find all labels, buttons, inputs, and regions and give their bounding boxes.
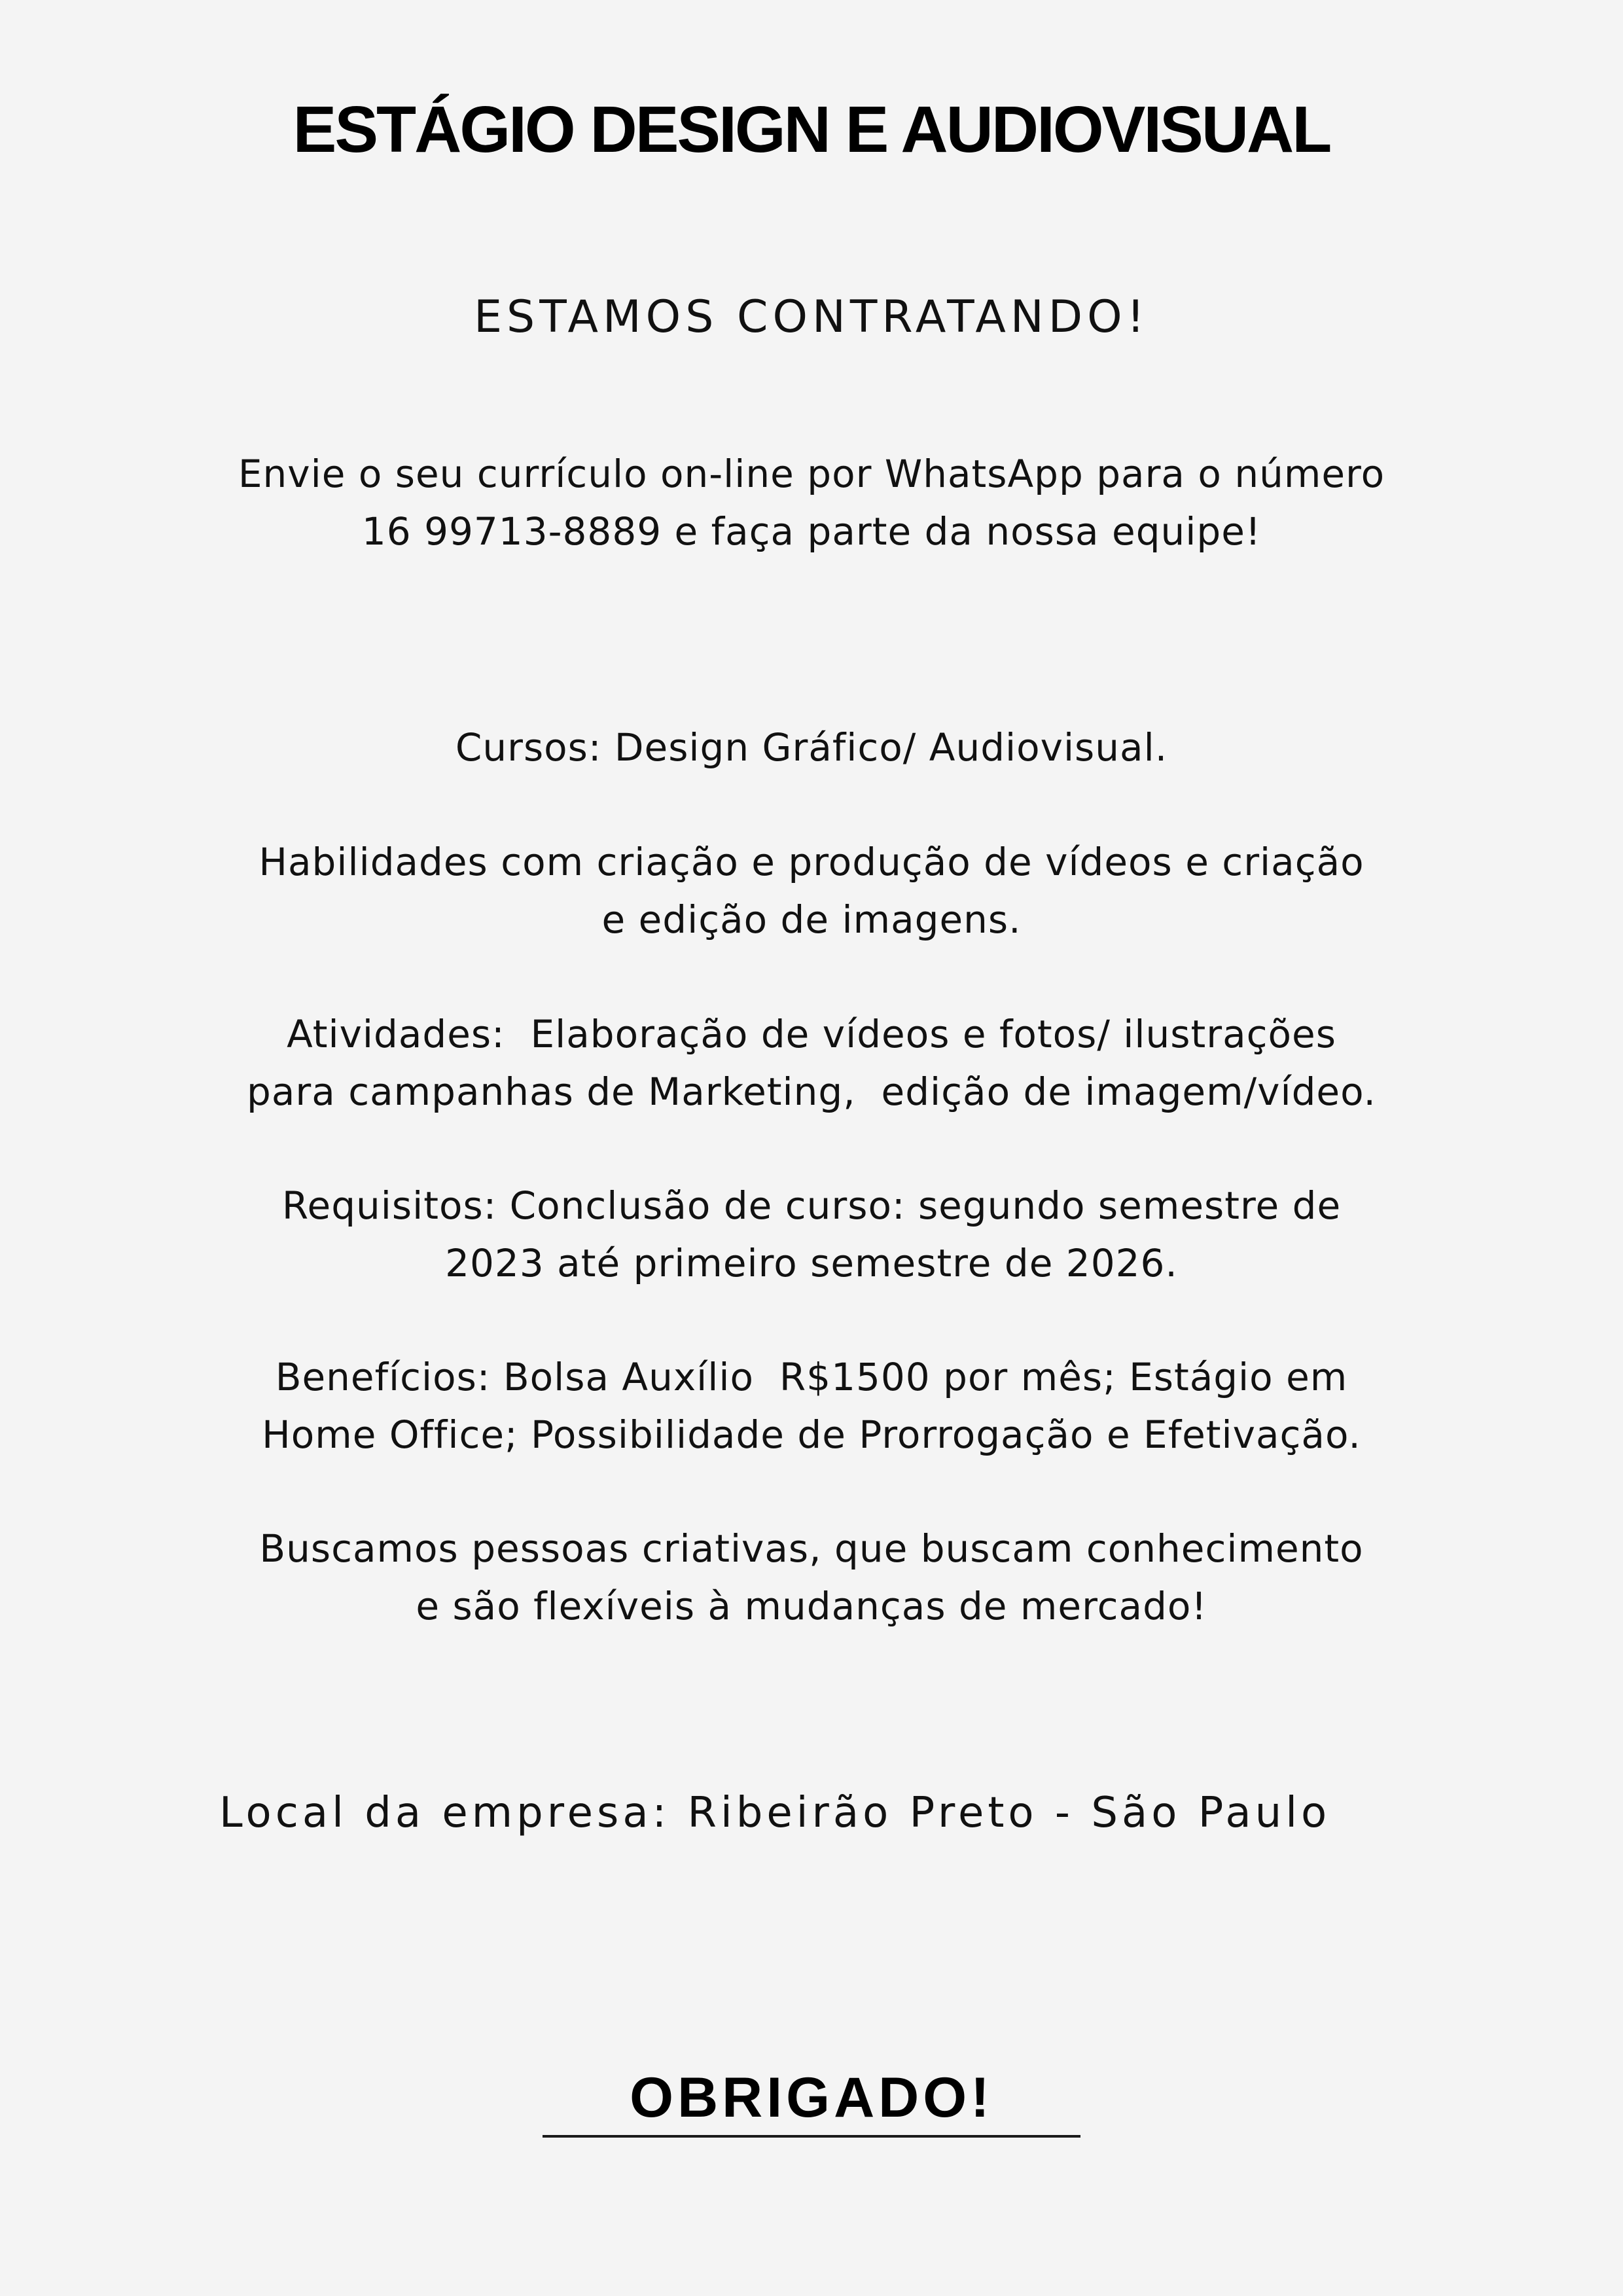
benefits-line-2: Home Office; Possibilidade de Prorrogação e Efetivação.: [262, 1412, 1361, 1457]
benefits-line-1: Benefícios: Bolsa Auxílio R$1500 por mês; Estágio em: [275, 1355, 1348, 1399]
benefits-paragraph: [0, 1348, 1623, 1463]
whatsapp-line-1: Envie o seu currículo on-line por WhatsApp para o número: [238, 452, 1385, 496]
thanks-underline: [543, 2135, 1080, 2138]
hiring-subtitle: ESTAMOS CONTRATANDO!: [474, 291, 1149, 343]
skills-paragraph: [0, 833, 1623, 948]
requirements-paragraph: [0, 1177, 1623, 1292]
seeking-line-1: Buscamos pessoas criativas, que buscam conhecimento: [259, 1526, 1364, 1571]
courses-line-1: Cursos: Design Gráfico/ Audiovisual.: [455, 725, 1168, 770]
activities-line-2: para campanhas de Marketing, edição de imagem/vídeo.: [247, 1069, 1376, 1114]
whatsapp-paragraph: [0, 445, 1623, 560]
requirements-line-2: 2023 até primeiro semestre de 2026.: [445, 1241, 1178, 1285]
activities-paragraph: [0, 1005, 1623, 1121]
courses-paragraph: [0, 719, 1623, 776]
skills-line-2: e edição de imagens.: [601, 897, 1022, 942]
activities-line-1: Atividades: Elaboração de vídeos e fotos/ ilustrações: [287, 1012, 1336, 1056]
page-title: ESTÁGIO DESIGN E AUDIOVISUAL: [293, 93, 1330, 166]
seeking-paragraph: [0, 1520, 1623, 1635]
requirements-line-1: Requisitos: Conclusão de curso: segundo semestre de: [281, 1183, 1342, 1228]
seeking-line-2: e são flexíveis à mudanças de mercado!: [416, 1584, 1207, 1628]
whatsapp-line-2: 16 99713-8889 e faça parte da nossa equipe!: [361, 509, 1262, 554]
thanks-heading: OBRIGADO!: [630, 2066, 993, 2129]
company-location: Local da empresa: Ribeirão Preto - São Paulo: [219, 1789, 1331, 1837]
skills-line-1: Habilidades com criação e produção de vídeos e criação: [259, 840, 1364, 884]
